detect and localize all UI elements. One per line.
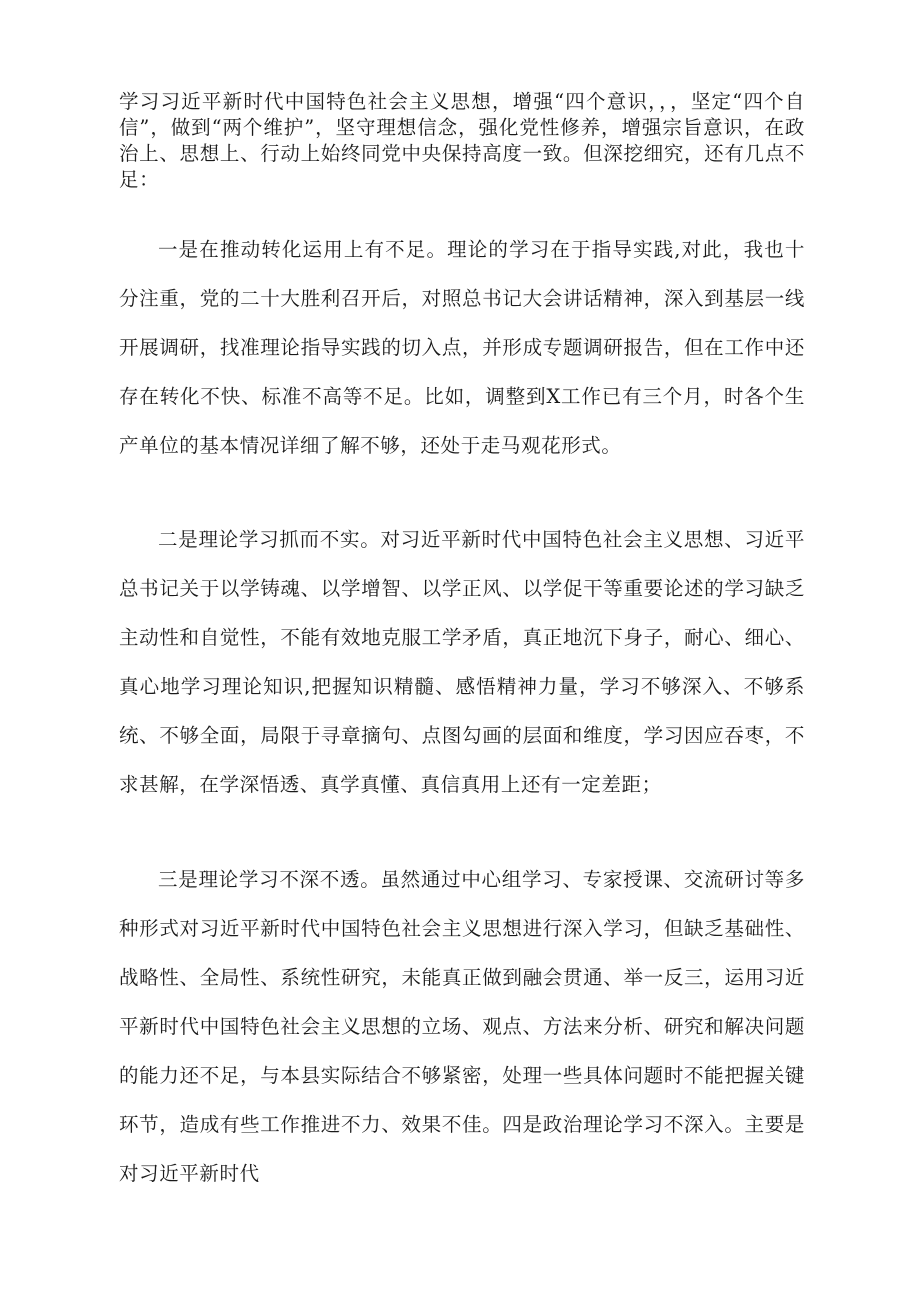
intro-paragraph bbox=[119, 89, 805, 193]
paragraph-1 bbox=[119, 225, 805, 470]
paragraph-2 bbox=[119, 515, 805, 809]
paragraph-2-text: 二是理论学习抓而不实。对习近平新时代中国特色社会主义思想、习近平总书记关于以学铸魂、以学增智、以学正风、以学促干等重要论述的学习缺乏主动性和自觉性，不能有效地克服工学矛盾，真正地沉下身子，耐心、细心、真心地学习理论知识,把握知识精髓、感悟精神力量，学习不够深入、不够系统、不够全面，局限于寻章摘句、点图勾画的层面和维度，学习因应吞枣，不求甚解，在学深悟透、真学真懂、真信真用上还有一定差距； bbox=[119, 528, 805, 796]
paragraph-3-text: 三是理论学习不深不透。虽然通过中心组学习、专家授课、交流研讨等多种形式对习近平新时代中国特色社会主义思想进行深入学习，但缺乏基础性、战略性、全局性、系统性研究，未能真正做到融会贯通、举一反三，运用习近平新时代中国特色社会主义思想的立场、观点、方法来分析、研究和解决问题的能力还不足，与本县实际结合不够紧密，处理一些具体问题时不能把握关键环节，造成有些工作推进不力、效果不佳。四是政治理论学习不深入。主要是对习近平新时代 bbox=[119, 868, 805, 1185]
intro-text: 学习习近平新时代中国特色社会主义思想，增强“四个意识，，，坚定“四个自信”，做到“两个维护”，坚守理想信念，强化党性修养，增强宗旨意识，在政治上、思想上、行动上始终同党中央保持高度一致。但深挖细究，还有几点不足： bbox=[119, 90, 805, 191]
paragraph-3 bbox=[119, 855, 805, 1198]
paragraph-1-text: 一是在推动转化运用上有不足。理论的学习在于指导实践,对此，我也十分注重，党的二十大胜利召开后，对照总书记大会讲话精神，深入到基层一线开展调研，找准理论指导实践的切入点，并形成专题调研报告，但在工作中还存在转化不快、标准不高等不足。比如，调整到X工作已有三个月，时各个生产单位的基本情况详细了解不够，还处于走马观花形式。 bbox=[119, 238, 805, 457]
